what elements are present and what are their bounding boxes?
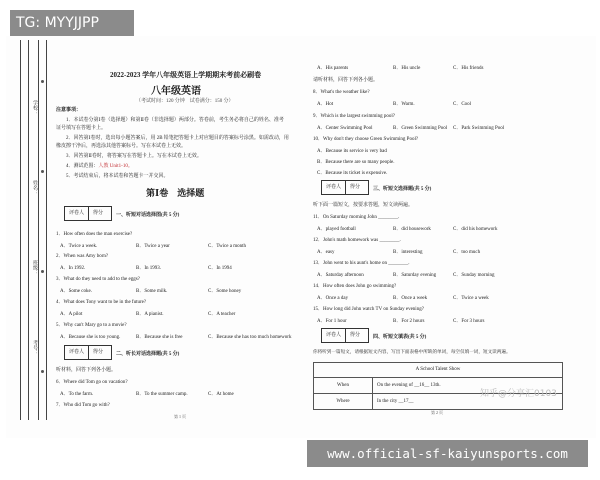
option: A．Some coke. [60, 289, 92, 294]
question: 3．What do they need to add to the eggs? [56, 277, 140, 282]
exam-info: （考试时间：120 分钟 试卷满分：150 分） [136, 99, 234, 104]
exam-subject: 八年级英语 [151, 86, 201, 97]
question: 7．Who did Tom go with? [56, 403, 110, 408]
binding-line [38, 40, 39, 420]
option: B．His uncle [393, 66, 421, 71]
option: A．Center Swimming Pool [317, 126, 373, 131]
score-box-score: 得分 [350, 333, 361, 338]
option: A．A pilot [60, 312, 83, 317]
option: C．A teacher [208, 312, 236, 317]
option: C．His friends [453, 66, 484, 71]
option: B．A pianist. [136, 312, 164, 317]
binding-margin [12, 40, 52, 420]
option: B．Green Swimming Pool [393, 126, 448, 131]
notice-line: 1．本试卷分第Ⅰ卷（选择题）和第Ⅱ卷（非选择题）两部分。答卷前，考生务必将自己的姓名、准考 [66, 118, 284, 123]
option: A．easy [317, 250, 335, 255]
option: A．Because she is too young. [60, 335, 121, 340]
question: 12．John's math homework was ________. [313, 238, 401, 243]
option: A．To the farm. [60, 392, 94, 397]
question: 2．When was Amy born? [56, 254, 109, 259]
option: A．In 1992. [60, 266, 86, 271]
question: 1．How often does the man exercise? [56, 232, 133, 237]
binding-label-id: 考号： [32, 340, 38, 355]
table-cell-label: When [314, 378, 373, 393]
notice-line: 证号填写在答题卡上。 [56, 126, 107, 131]
option: C．Twice a month [208, 244, 246, 249]
binding-line [20, 40, 21, 420]
option: A．Because its service is very bad [317, 149, 387, 154]
question: 15．How long did John watch TV on Sunday evening? [313, 307, 424, 312]
option: C．Park Swimming Pool [453, 126, 505, 131]
exam-page-left [56, 60, 306, 420]
binding-dot [41, 270, 44, 273]
notice-line: 2．回答第Ⅰ卷时，选出每小题答案后，用 2B 铅笔把答题卡上对应题目的答案标号涂黑。如需改动，用 [66, 136, 289, 141]
question: 4．What does Tony want to be in the future? [56, 300, 147, 305]
binding-line [46, 40, 47, 420]
binding-label-school: 学校： [32, 100, 38, 115]
score-box-grader: 评卷人 [65, 207, 89, 220]
part3-intro: 听下面一篇短文，按要求答题，短文读两遍。 [313, 203, 414, 208]
binding-label-class: 班级： [32, 260, 38, 275]
notice-line: 5．考试结束后，将本试卷和答题卡一并交回。 [66, 174, 169, 179]
notice-heading: 注意事项： [56, 108, 82, 113]
part1-title: 一、听短对话选择图(共 5 分) [116, 213, 180, 218]
part4-intro: 你将听到一篇短文，请根据短文内容，写出下面表格中所缺的单词，每空仅填一词，短文读两遍。 [313, 349, 511, 354]
option: C．Because its ticket is expensive. [317, 171, 388, 176]
question: 13．John went to his aunt's home on ________. [313, 261, 410, 266]
bottom-url-banner[interactable]: www.official-sf-kaiyunsports.com [307, 440, 588, 467]
option: B．For 2 hours [393, 319, 425, 324]
score-box [64, 206, 112, 221]
option: B．Twice a year [136, 244, 170, 249]
option: A．Hot [317, 102, 334, 107]
option: C．did his homework [453, 227, 498, 232]
question: 8．What's the weather like? [313, 90, 370, 95]
binding-dot [41, 80, 44, 83]
score-box-grader: 评卷人 [322, 181, 346, 194]
score-box [321, 180, 369, 195]
option: A．Twice a week. [60, 244, 98, 249]
top-tag-label: TG: MYYJJPP [10, 10, 134, 36]
watermark-text: 知乎@分享汇0103 [480, 389, 557, 399]
score-box [64, 345, 112, 360]
score-box-grader: 评卷人 [65, 346, 89, 359]
part4-title: 四、听短文填表(共 5 分) [373, 335, 427, 340]
question: 10．Why don't they choose Green Swimming Pool? [313, 137, 419, 142]
section-title: 第Ⅰ卷 选择题 [146, 188, 205, 198]
option: B．Some milk. [136, 289, 168, 294]
option: A．played football [317, 227, 356, 232]
option: B．Saturday evening [393, 273, 437, 278]
question: 14．How often does John go swimming? [313, 284, 397, 289]
exam-title: 2022-2023 学年八年级英语上学期期末考前必刷卷 [110, 71, 262, 79]
table-cell-value: In the city __17__ [377, 399, 414, 404]
binding-dot [41, 370, 44, 373]
table-header: A School Talent Show [415, 367, 461, 372]
option: B．In 1993. [136, 266, 162, 271]
page-number: 第 2 页 [431, 410, 443, 415]
question: 6．Where did Tom go on vacation? [56, 380, 128, 385]
option: C．Because she has too much homework [208, 335, 292, 340]
option: A．Saturday afternoon [317, 273, 364, 278]
notice-line: 3．回答第Ⅱ卷时，将答案写在答题卡上。写在本试卷上无效。 [66, 154, 202, 159]
notice-scope-value: 人教 Unit1-10。 [98, 164, 133, 169]
notice-line: 橡皮擦干净后，再选涂其他答案标号。写在本试卷上无效。 [56, 144, 187, 149]
notice-scope-label: 4．测试范围： [66, 164, 99, 169]
option: B．Once a week [393, 296, 428, 301]
question: 5．Why can't Mary go to a movie? [56, 323, 127, 328]
option: B．Because there are so many people. [317, 160, 395, 165]
option: C．For 3 hours [453, 319, 485, 324]
option: A．Once a day [317, 296, 349, 301]
page-number: 第 1 页 [174, 414, 186, 419]
score-box [321, 328, 369, 343]
binding-label-name: 姓名： [32, 180, 38, 195]
score-box-score: 得分 [350, 185, 361, 190]
option: B．To the summer camp. [136, 392, 188, 397]
option: A．His parents [317, 66, 349, 71]
option: A．For 1 hour [317, 319, 347, 324]
binding-line [28, 40, 29, 420]
notice-line [66, 164, 133, 170]
option: B．Because she is free [136, 335, 183, 340]
option: B．Warm. [393, 102, 415, 107]
option: B．interesting [393, 250, 423, 255]
option: B．did housework [393, 227, 431, 232]
option: C．Twice a week [453, 296, 489, 301]
exam-page-right [313, 66, 563, 416]
score-box-grader: 评卷人 [322, 329, 346, 342]
binding-dot [41, 170, 44, 173]
option: C．In 1994 [208, 266, 232, 271]
option: C．Sunday morning [453, 273, 495, 278]
option: C．too much [453, 250, 481, 255]
option: C．Some honey [208, 289, 242, 294]
question: 9．Which is the largest swimming pool? [313, 114, 395, 119]
score-box-score: 得分 [93, 211, 104, 216]
option: C．Cool [453, 102, 472, 107]
table-cell-label: Where [314, 394, 373, 409]
part3-title: 三、听短文选择题(共 5 分) [373, 187, 432, 192]
intro: 请听材料，回答下列各小题。 [313, 78, 379, 83]
table-cell-value: On the evening of __16__ 13th. [377, 383, 441, 388]
score-box-score: 得分 [93, 350, 104, 355]
part2-title: 二、听长对话选择题(共 5 分) [116, 352, 180, 357]
part2-intro: 听材料，回答下列各小题。 [56, 368, 117, 373]
option: C．At home [208, 392, 234, 397]
question: 11．On Saturday morning John ________. [313, 215, 400, 220]
